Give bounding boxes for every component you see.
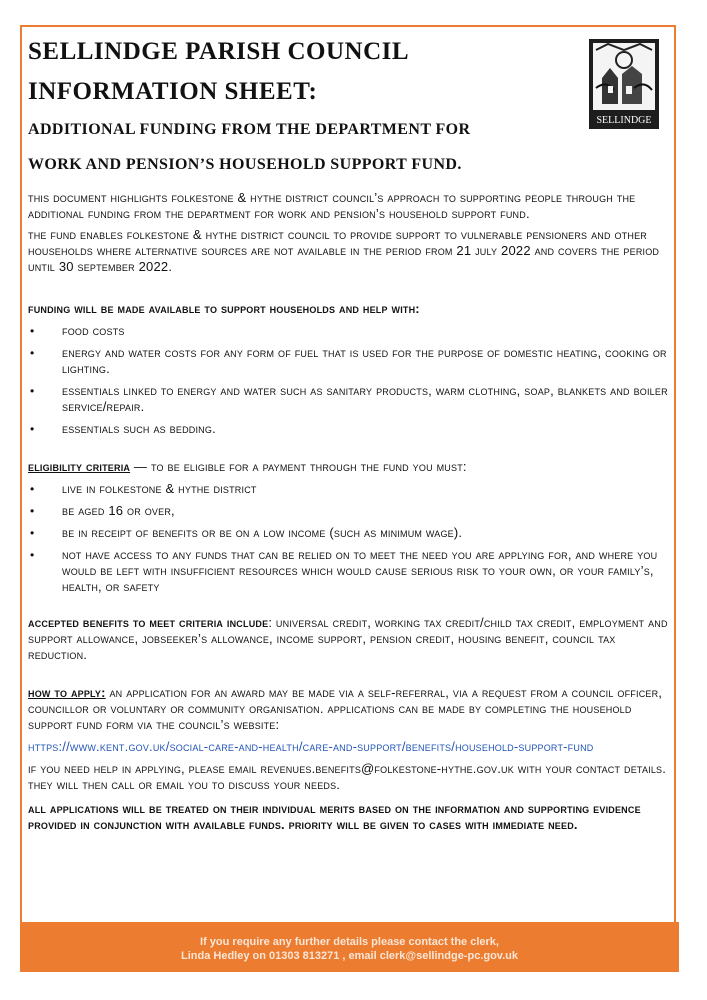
footer-line-2: Linda Hedley on 01303 813271 , email clerk@sellindge-pc.gov.uk (181, 950, 518, 962)
list-item: • food costs (30, 323, 125, 338)
document-content (28, 32, 670, 833)
subtitle-line1: ADDITIONAL FUNDING FROM THE DEPARTMENT FOR (28, 121, 471, 138)
benefits-paragraph (28, 615, 670, 663)
bullet-icon: • (30, 384, 35, 398)
bullet-icon: • (30, 482, 35, 496)
list-item: • live in folkestone & hythe district (30, 481, 257, 496)
apply-section (28, 685, 670, 833)
footer-line-1: If you require any further details please contact the clerk, (200, 936, 499, 948)
eligibility-intro (28, 459, 670, 475)
list-item: • essentials such as bedding. (30, 421, 216, 436)
priority-paragraph: all applications will be treated on their individual merits based on the information and supporting evidence provided in conjunction with available funds. priority will be given to cases with immediate need. (28, 801, 641, 832)
funding-heading: funding will be made available to support households and help with: (28, 301, 420, 316)
list-item: • essentials linked to energy and water such as sanitary products, warm clothing, soap, blankets and boiler service/repair. (30, 383, 668, 414)
bullet-icon: • (30, 548, 35, 562)
apply-paragraph (28, 685, 670, 733)
subtitle-line2: WORK AND PENSION’S HOUSEHOLD SUPPORT FUND. (28, 156, 462, 173)
apply-heading: how to apply: (28, 685, 106, 700)
list-item: • be in receipt of benefits or be on a low income (such as minimum wage). (30, 525, 463, 540)
list-item: • not have access to any funds that can be relied on to meet the need you are applying for, and where you would be left with insufficient resources which would cause serious risk to your own, or your family’s, health, or safety (30, 547, 658, 594)
eligibility-list (28, 481, 670, 595)
list-item: • be aged 16 or over, (30, 503, 175, 518)
eligibility-section (28, 459, 670, 595)
funding-section (28, 301, 670, 437)
logo-text: SELLINDGE (596, 115, 652, 126)
contact-footer (20, 922, 679, 972)
benefits-text: : universal credit, working tax credit/child tax credit, employment and support allowance, jobseeker’s allowance, income support, pension credit, housing benefit, council tax reduction. (28, 615, 668, 662)
apply-text: an application for an award may be made via a self-referral, via a request from a council officer, councillor or voluntary or community organisation. applications can be made by completing the household support fund form via the council’s website: (28, 685, 663, 732)
eligibility-heading: eligibility criteria (28, 459, 131, 474)
list-item: • energy and water costs for any form of fuel that is used for the purpose of domestic heating, cooking or lighting. (30, 345, 667, 376)
page-title-line1: SELLINDGE PARISH COUNCIL (28, 38, 410, 65)
intro-paragraph-2: the fund enables folkestone & hythe district council to provide support to vulnerable pensioners and other households where alternative sources are not available in the period from 21 july 2022 and covers the period until 30 september 2022. (28, 227, 660, 274)
benefits-section (28, 615, 670, 663)
bullet-icon: • (30, 346, 35, 360)
help-paragraph: if you need help in applying, please email revenues.benefits@folkestone-hythe.gov.uk with your contact details. they will then call or email you to discuss your needs. (28, 761, 667, 792)
bullet-icon: • (30, 526, 35, 540)
funding-list (28, 323, 670, 437)
bullet-icon: • (30, 324, 35, 338)
page-title-line2: INFORMATION SHEET: (28, 78, 318, 105)
eligibility-lead: — to be eligible for a payment through the fund you must: (130, 459, 467, 474)
household-support-fund-link[interactable]: https://www.kent.gov.uk/social-care-and-health/care-and-support/benefits/household-support-fund (28, 739, 594, 754)
intro-paragraph-1: this document highlights folkestone & hythe district council’s approach to supporting people through the additional funding from the department for work and pension’s household support fund. (28, 190, 636, 221)
bullet-icon: • (30, 504, 35, 518)
bullet-icon: • (30, 422, 35, 436)
benefits-heading: accepted benefits to meet criteria include (28, 615, 269, 630)
